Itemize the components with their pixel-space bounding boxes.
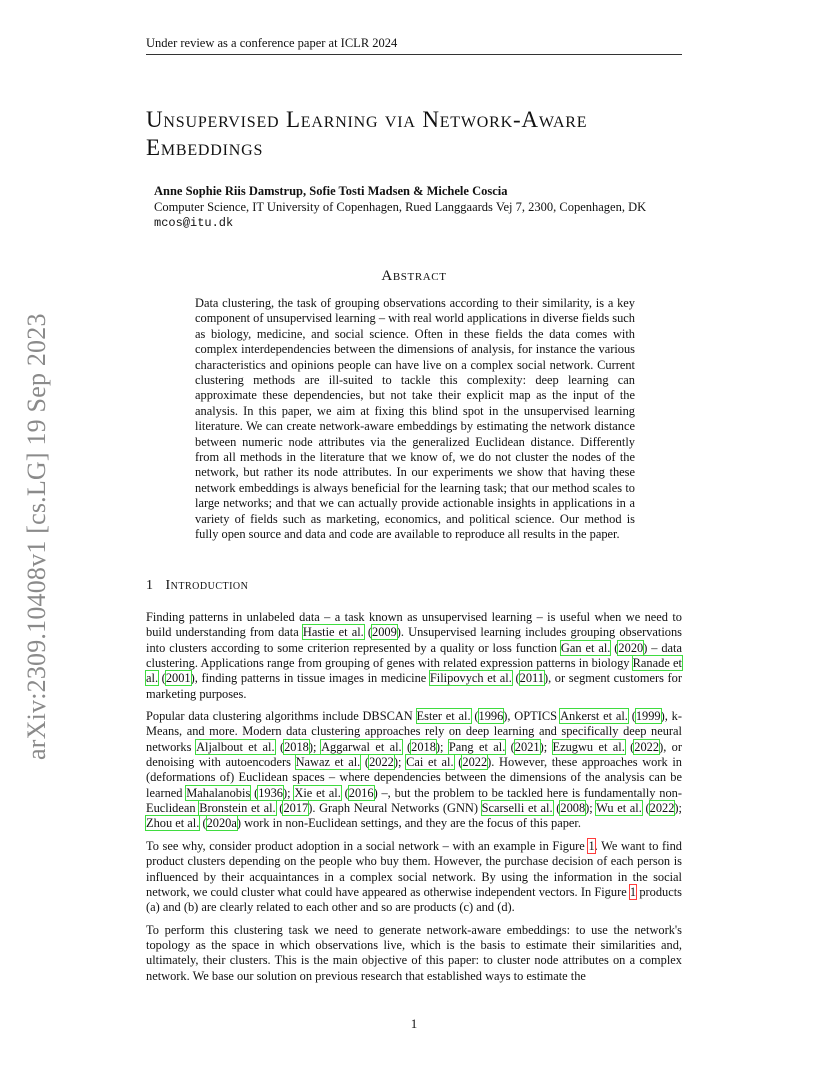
text-run: ( <box>627 709 636 724</box>
text-run: To see why, consider product adoption in a social network – with an example in Figure <box>146 838 589 853</box>
text-run: ); <box>539 739 553 754</box>
text-run: ); <box>283 785 295 800</box>
text-run: ( <box>470 709 479 724</box>
paragraph <box>146 839 682 916</box>
text-run: ); <box>393 755 407 770</box>
citation-link[interactable]: 2021 <box>514 739 540 754</box>
author-email[interactable]: mcos@itu.dk <box>154 216 234 230</box>
text-run: ); <box>585 801 597 816</box>
citation-link[interactable]: 2017 <box>283 801 309 816</box>
text-run: ( <box>453 755 463 770</box>
text-run: ( <box>641 801 650 816</box>
text-run: ( <box>199 816 207 831</box>
text-run: ). Graph Neural Networks (GNN) <box>308 801 482 816</box>
text-run: Finding patterns in unlabeled data – a task known as unsupervised learning – is useful when we need to build understanding from data <box>146 610 682 640</box>
citation-link[interactable]: Aggarwal et al. <box>321 739 402 754</box>
text-run: ( <box>158 671 166 686</box>
citation-link[interactable]: Ezugwu et al. <box>552 739 625 754</box>
citation-link[interactable]: Bronstein et al. <box>199 801 276 816</box>
citation-link[interactable]: Scarselli et al. <box>481 801 553 816</box>
abstract-text: Data clustering, the task of grouping observations according to their similarity, is a key component of unsupervised learning – with real world applications in diverse fields such as biology, medicine, and social science. Often in these fields the data comes with complex interdependencies between the dimensions of analysis, for instance the various characteristics and opinions people can have live on a complex social network. Current clustering methods are ill-suited to tackle this complexity: deep learning can approximate these dependencies, but not take their explicit map as the input of the analysis. In this paper, we aim at fixing this blind spot in the unsupervised learning literature. We can create network-aware embeddings by estimating the network distance between numeric node attributes via the generalized Euclidean distance. Differently from all methods in the literature that we know of, we do not cluster the nodes of the network, but rather its node attributes. In our experiments we show that having these network embeddings is always beneficial for the learning task; that our method scales to large networks; and that we can actually provide actionable insights in applications in a variety of fields such as marketing, economics, and political science. Our method is fully open source and data and code are available to reproduce all results in the paper. <box>195 296 635 542</box>
text-run: ) work in non-Euclidean settings, and they are the focus of this paper. <box>236 816 581 831</box>
text-run: Popular data clustering algorithms include DBSCAN <box>146 709 417 724</box>
paragraph <box>146 709 682 832</box>
citation-link[interactable]: 2018 <box>284 739 309 754</box>
text-run: ( <box>360 755 370 770</box>
citation-link[interactable]: 2008 <box>560 801 586 816</box>
citation-link[interactable]: Xie et al. <box>294 785 341 800</box>
page-number: 1 <box>410 1016 418 1031</box>
text-run: ), k-Means, and more. Modern data clustering approaches rely on deep learning and specifically deep neural networks <box>146 709 682 754</box>
citation-link[interactable]: 2022 <box>369 755 394 770</box>
text-run: ). However, these approaches work in (deformations of) Euclidean spaces – where dependencies between the dimensions of the analysis can be learned <box>146 755 682 800</box>
text-run: ); <box>308 739 322 754</box>
text-run: To perform this clustering task we need to generate network-aware embeddings: to use the network's topology as the space in which observations live, which is the basis to estimate their similarities and, ultimately, their clusters. This is the main objective of this paper: to cluster node attributes on a complex network. We base our solution on previous research that established ways to estimate the <box>146 922 682 983</box>
citation-link[interactable]: Aljalbout et al. <box>196 739 275 754</box>
text-run: ( <box>274 739 285 754</box>
text-run: ( <box>401 739 412 754</box>
text-run: . We want to find product clusters depending on the people who buy them. However, the purchase decision of each person is influenced by their acquaintances in a complex social network. By using the information in the social network, we could cluster what could have appeared as otherwise independent vectors. In Figure <box>146 838 682 899</box>
author-affiliation: Computer Science, IT University of Copenhagen, Rued Langgaards Vej 7, 2300, Copenhagen, DK <box>154 200 647 214</box>
text-run: ), finding patterns in tissue images in medicine <box>190 671 430 686</box>
text-run: ( <box>624 739 635 754</box>
text-run: products (a) and (b) are clearly related to each other and so are products (c) and (d). <box>146 884 682 915</box>
citation-link[interactable]: Filipovych et al. <box>429 671 512 686</box>
abstract-heading: Abstract <box>381 268 447 284</box>
running-header: Under review as a conference paper at ICLR 2024 <box>146 36 682 55</box>
section-number: 1 <box>146 578 154 593</box>
arxiv-stamp: arXiv:2309.10408v1 [cs.LG] 19 Sep 2023 <box>22 313 51 760</box>
author-block <box>154 183 694 231</box>
citation-link[interactable]: 2001 <box>165 671 191 686</box>
citation-link[interactable]: 2020 <box>618 640 644 655</box>
citation-link[interactable]: 1936 <box>258 785 283 800</box>
citation-link[interactable]: Cai et al. <box>406 755 454 770</box>
text-run: ); <box>674 801 682 816</box>
text-run: ), or denoising with autoencoders <box>146 739 682 770</box>
citation-link[interactable]: 2011 <box>519 671 544 686</box>
paper-title: Unsupervised Learning via Network-Aware Embeddings <box>146 107 588 160</box>
section-title: Introduction <box>165 578 249 593</box>
citation-link[interactable]: 2009 <box>372 625 397 640</box>
citation-link[interactable]: Mahalanobis <box>186 785 251 800</box>
citation-link[interactable]: Ester et al. <box>416 709 471 724</box>
text-run: ) –, but the problem to be tackled here is fundamentally non-Euclidean <box>146 785 682 816</box>
text-run: ), or segment customers for marketing purposes. <box>146 671 683 701</box>
introduction-body <box>146 610 682 991</box>
citation-link[interactable]: Hastie et al. <box>302 625 364 640</box>
text-run: ( <box>250 785 259 800</box>
citation-link[interactable]: 2016 <box>348 785 374 800</box>
text-run: ( <box>363 625 372 640</box>
text-run: ( <box>552 801 561 816</box>
citation-link[interactable]: Zhou et al. <box>146 816 200 831</box>
citation-link[interactable]: Wu et al. <box>596 801 642 816</box>
text-run: ( <box>340 785 349 800</box>
citation-link[interactable]: Gan et al. <box>560 640 611 655</box>
text-run: ), OPTICS <box>503 709 561 724</box>
text-run: ( <box>610 640 619 655</box>
text-run: ( <box>275 801 284 816</box>
text-run: ( <box>511 671 520 686</box>
citation-link[interactable]: Nawaz et al. <box>295 755 361 770</box>
citation-link[interactable]: 2022 <box>462 755 488 770</box>
text-run: ( <box>505 739 515 754</box>
citation-link[interactable]: Pang et al. <box>448 739 506 754</box>
section-heading <box>146 578 248 594</box>
figure-ref-link[interactable]: 1 <box>629 884 637 899</box>
citation-link[interactable]: 1996 <box>478 709 504 724</box>
citation-link[interactable]: 2020a <box>206 816 237 831</box>
text-run: ) – data clustering. Applications range from grouping of genes with related expression patterns in biology <box>146 640 682 671</box>
paragraph <box>146 610 682 702</box>
citation-link[interactable]: Ankerst et al. <box>560 709 628 724</box>
text-run: ). Unsupervised learning includes grouping observations into clusters according to some criterion represented by a quality or loss function <box>146 625 682 655</box>
citation-link[interactable]: 2022 <box>649 801 675 816</box>
author-names: Anne Sophie Riis Damstrup, Sofie Tosti Madsen & Michele Coscia <box>154 184 508 198</box>
citation-link[interactable]: 1999 <box>635 709 661 724</box>
citation-link[interactable]: 2018 <box>411 739 436 754</box>
paragraph <box>146 923 682 984</box>
figure-ref-link[interactable]: 1 <box>588 838 595 853</box>
citation-link[interactable]: Ranade et al. <box>146 656 682 686</box>
text-run: ); <box>435 739 449 754</box>
citation-link[interactable]: 2022 <box>634 739 660 754</box>
